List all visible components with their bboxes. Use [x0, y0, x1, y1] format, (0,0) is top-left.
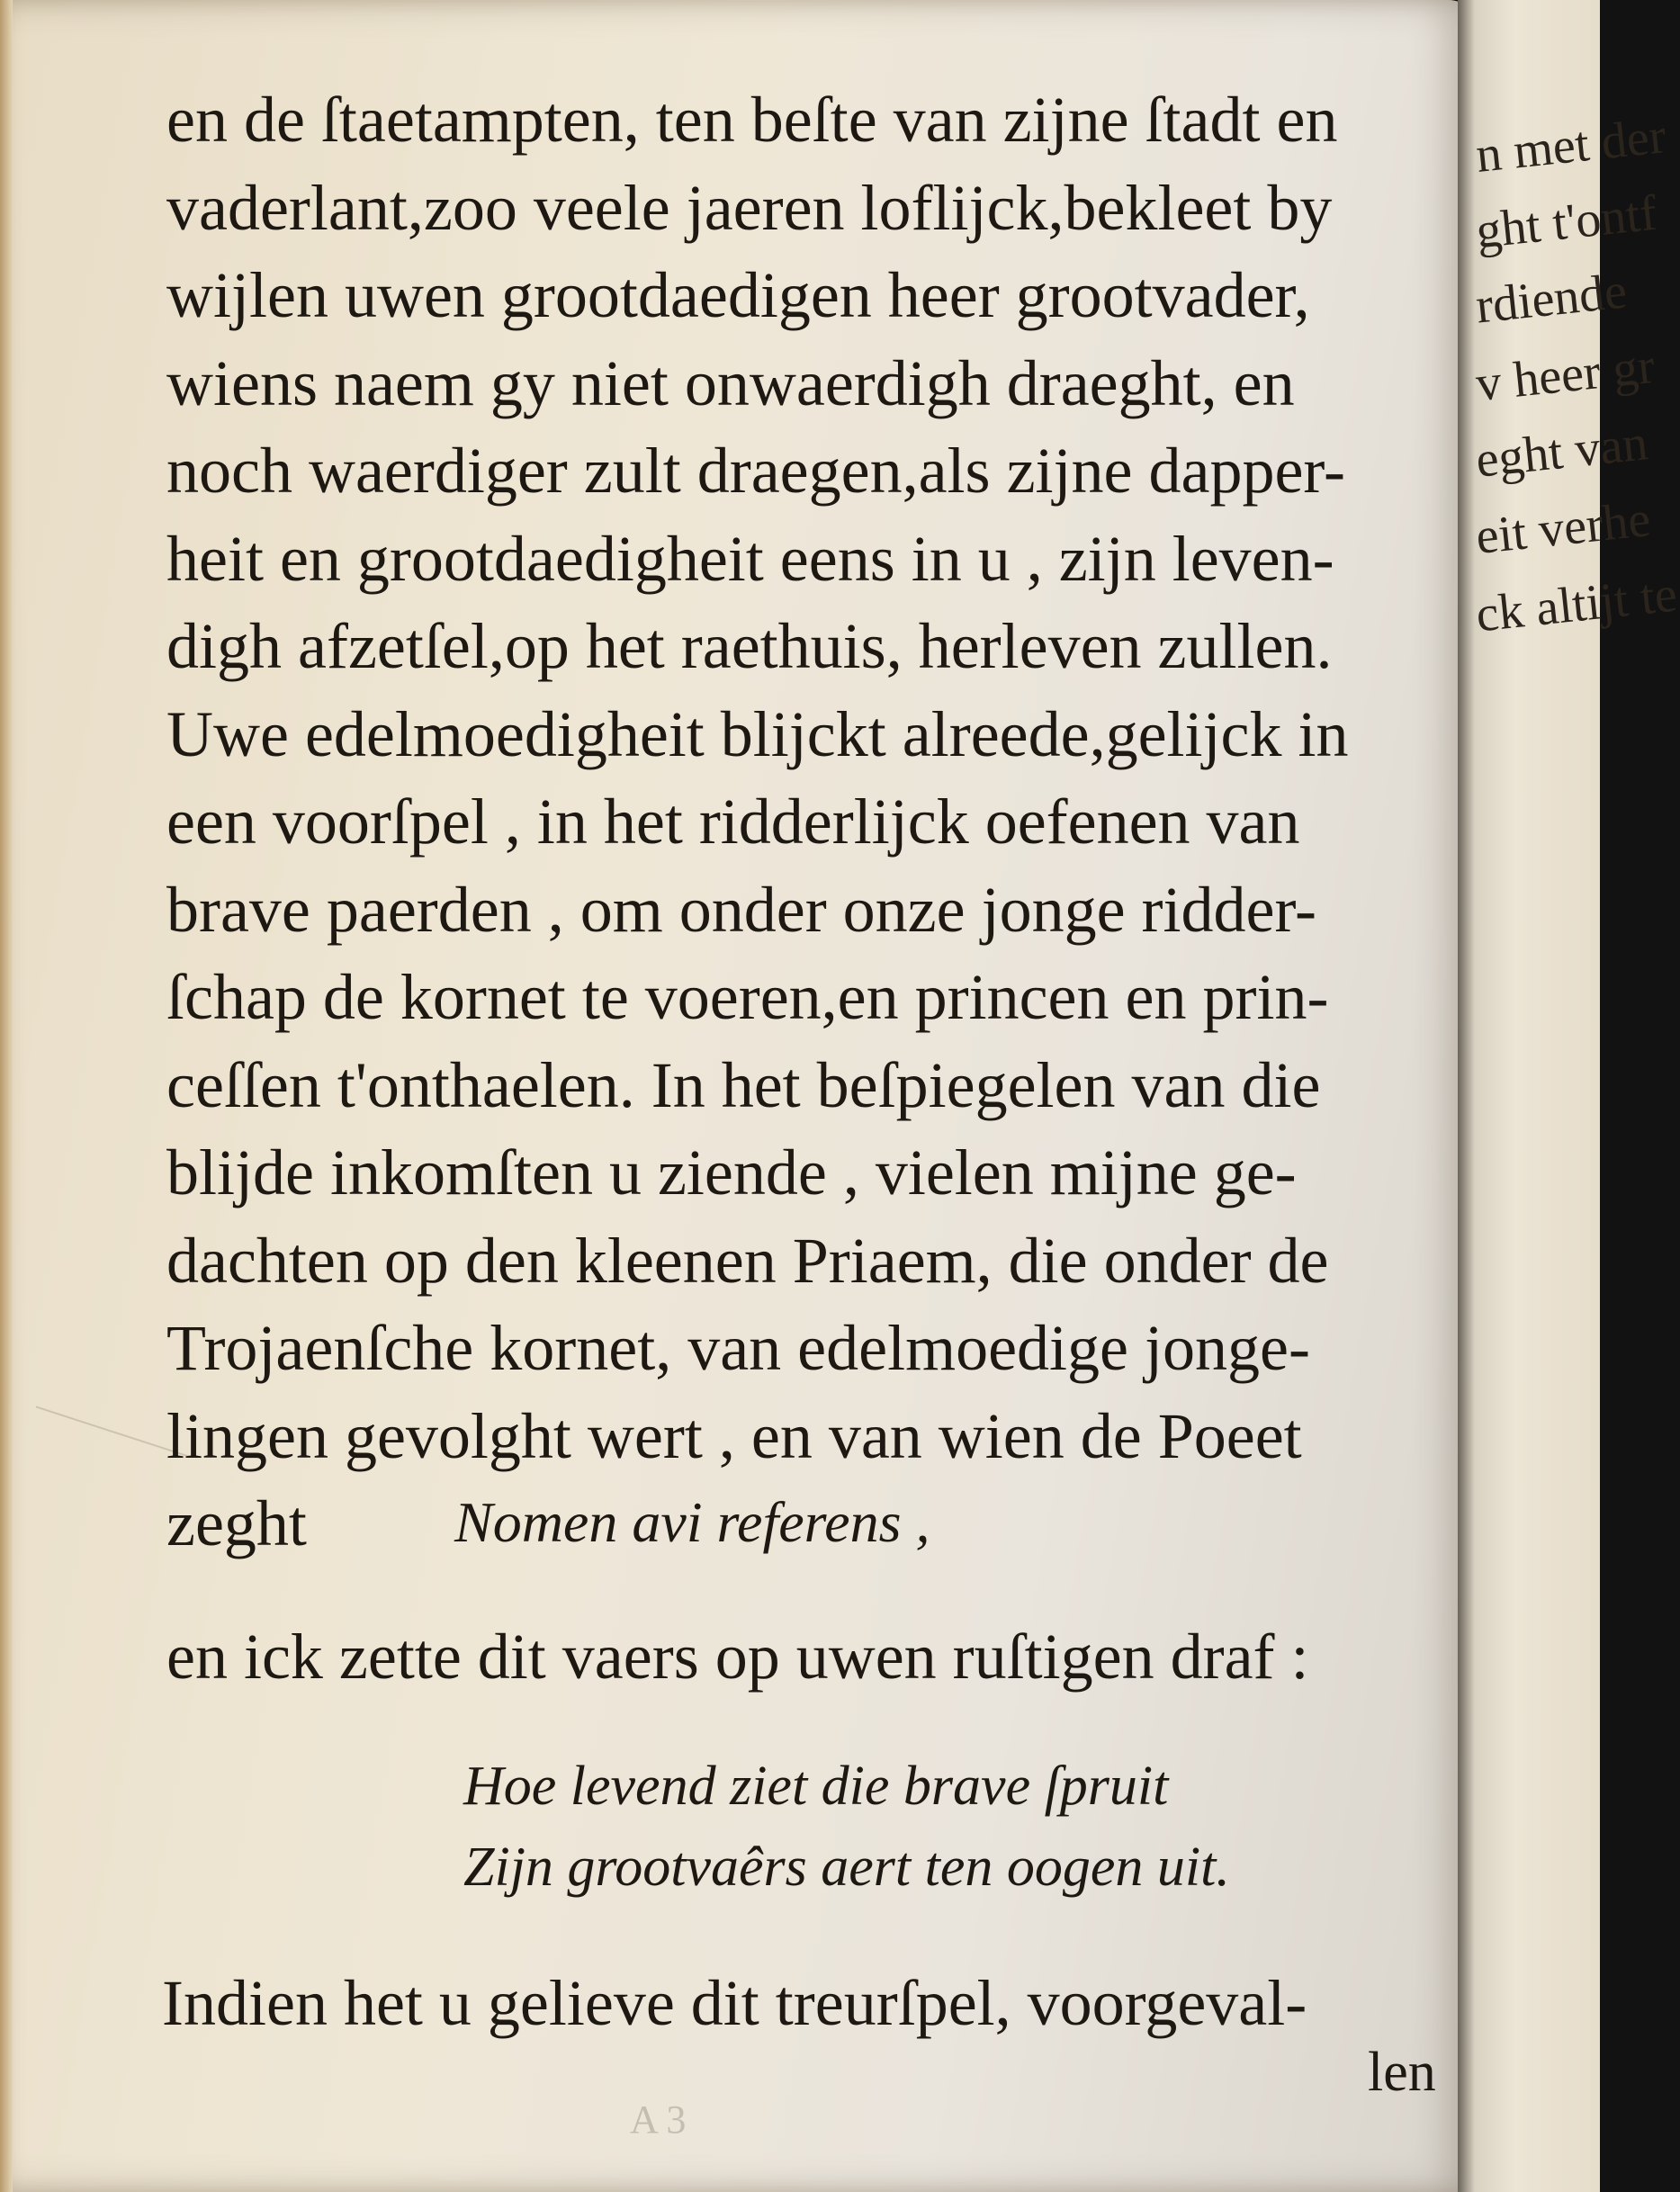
intro-line: en ick zette dit vaers op uwen ruſtigen draf :	[166, 1621, 1309, 1693]
text-line-3: wijlen uwen grootdaedigen heer grootvader,	[166, 259, 1310, 331]
text-line-15: Trojaenſche kornet, van edelmoedige jonge-	[166, 1312, 1310, 1384]
adjacent-fragment-7: ck altijt te	[1473, 566, 1680, 643]
adjacent-fragment-2: ght t'ontf	[1473, 184, 1660, 260]
text-line-17: zeght	[166, 1487, 307, 1559]
closing-line: Indien het u gelieve dit treurſpel, voorgeval-	[162, 1967, 1307, 2039]
text-line-10: brave paerden , om onder onze jonge ridder-	[166, 873, 1316, 946]
text-line-14: dachten op den kleenen Priaem, die onder de	[166, 1224, 1329, 1297]
adjacent-fragment-1: n met der	[1473, 108, 1669, 184]
page-edge	[0, 0, 13, 2192]
verse-line-1: Hoe levend ziet die brave ſpruit	[463, 1756, 1169, 1817]
text-line-16: lingen gevolght wert , en van wien de Poeet	[166, 1399, 1302, 1472]
text-line-9: een voorſpel , in het ridderlijck oefenen van	[166, 786, 1300, 858]
text-line-6: heit en grootdaedigheit eens in u , zijn leven-	[166, 522, 1334, 595]
text-line-4: wiens naem gy niet onwaerdigh draeght, en	[166, 346, 1295, 419]
text-line-8: Uwe edelmoedigheit blijckt alreede,gelijck in	[166, 697, 1349, 770]
text-line-12: ceſſen t'onthaelen. In het beſpiegelen van die	[166, 1048, 1321, 1121]
adjacent-fragment-3: rdiende	[1473, 263, 1630, 335]
adjacent-page	[1458, 0, 1680, 2192]
text-line-1: en de ſtaetampten, ten beſte van zijne ſtadt en	[166, 84, 1338, 156]
text-line-2: vaderlant,zoo veele jaeren loflijck,bekleet by	[166, 171, 1333, 244]
adjacent-fragment-6: eit verhe	[1473, 491, 1654, 565]
text-line-5: noch waerdiger zult draegen,als zijne dapper-	[166, 435, 1345, 507]
main-text	[166, 76, 1462, 1568]
text-line-13: blijde inkomſten u ziende , vielen mijne ge-	[166, 1136, 1297, 1208]
adjacent-fragment-5: eght van	[1473, 415, 1650, 489]
latin-quote: Nomen avi referens ,	[454, 1490, 930, 1554]
verse-line-2: Zijn grootvaêrs aert ten oogen uit.	[463, 1837, 1230, 1898]
text-line-7: digh afzetſel,op het raethuis, herleven zullen.	[166, 610, 1333, 682]
adjacent-fragment-4: v heer gr	[1473, 337, 1658, 413]
catchword: len	[1368, 2042, 1436, 2103]
text-line-11: ſchap de kornet te voeren,en princen en prin-	[166, 961, 1329, 1033]
signature-mark: A 3	[630, 2098, 687, 2142]
